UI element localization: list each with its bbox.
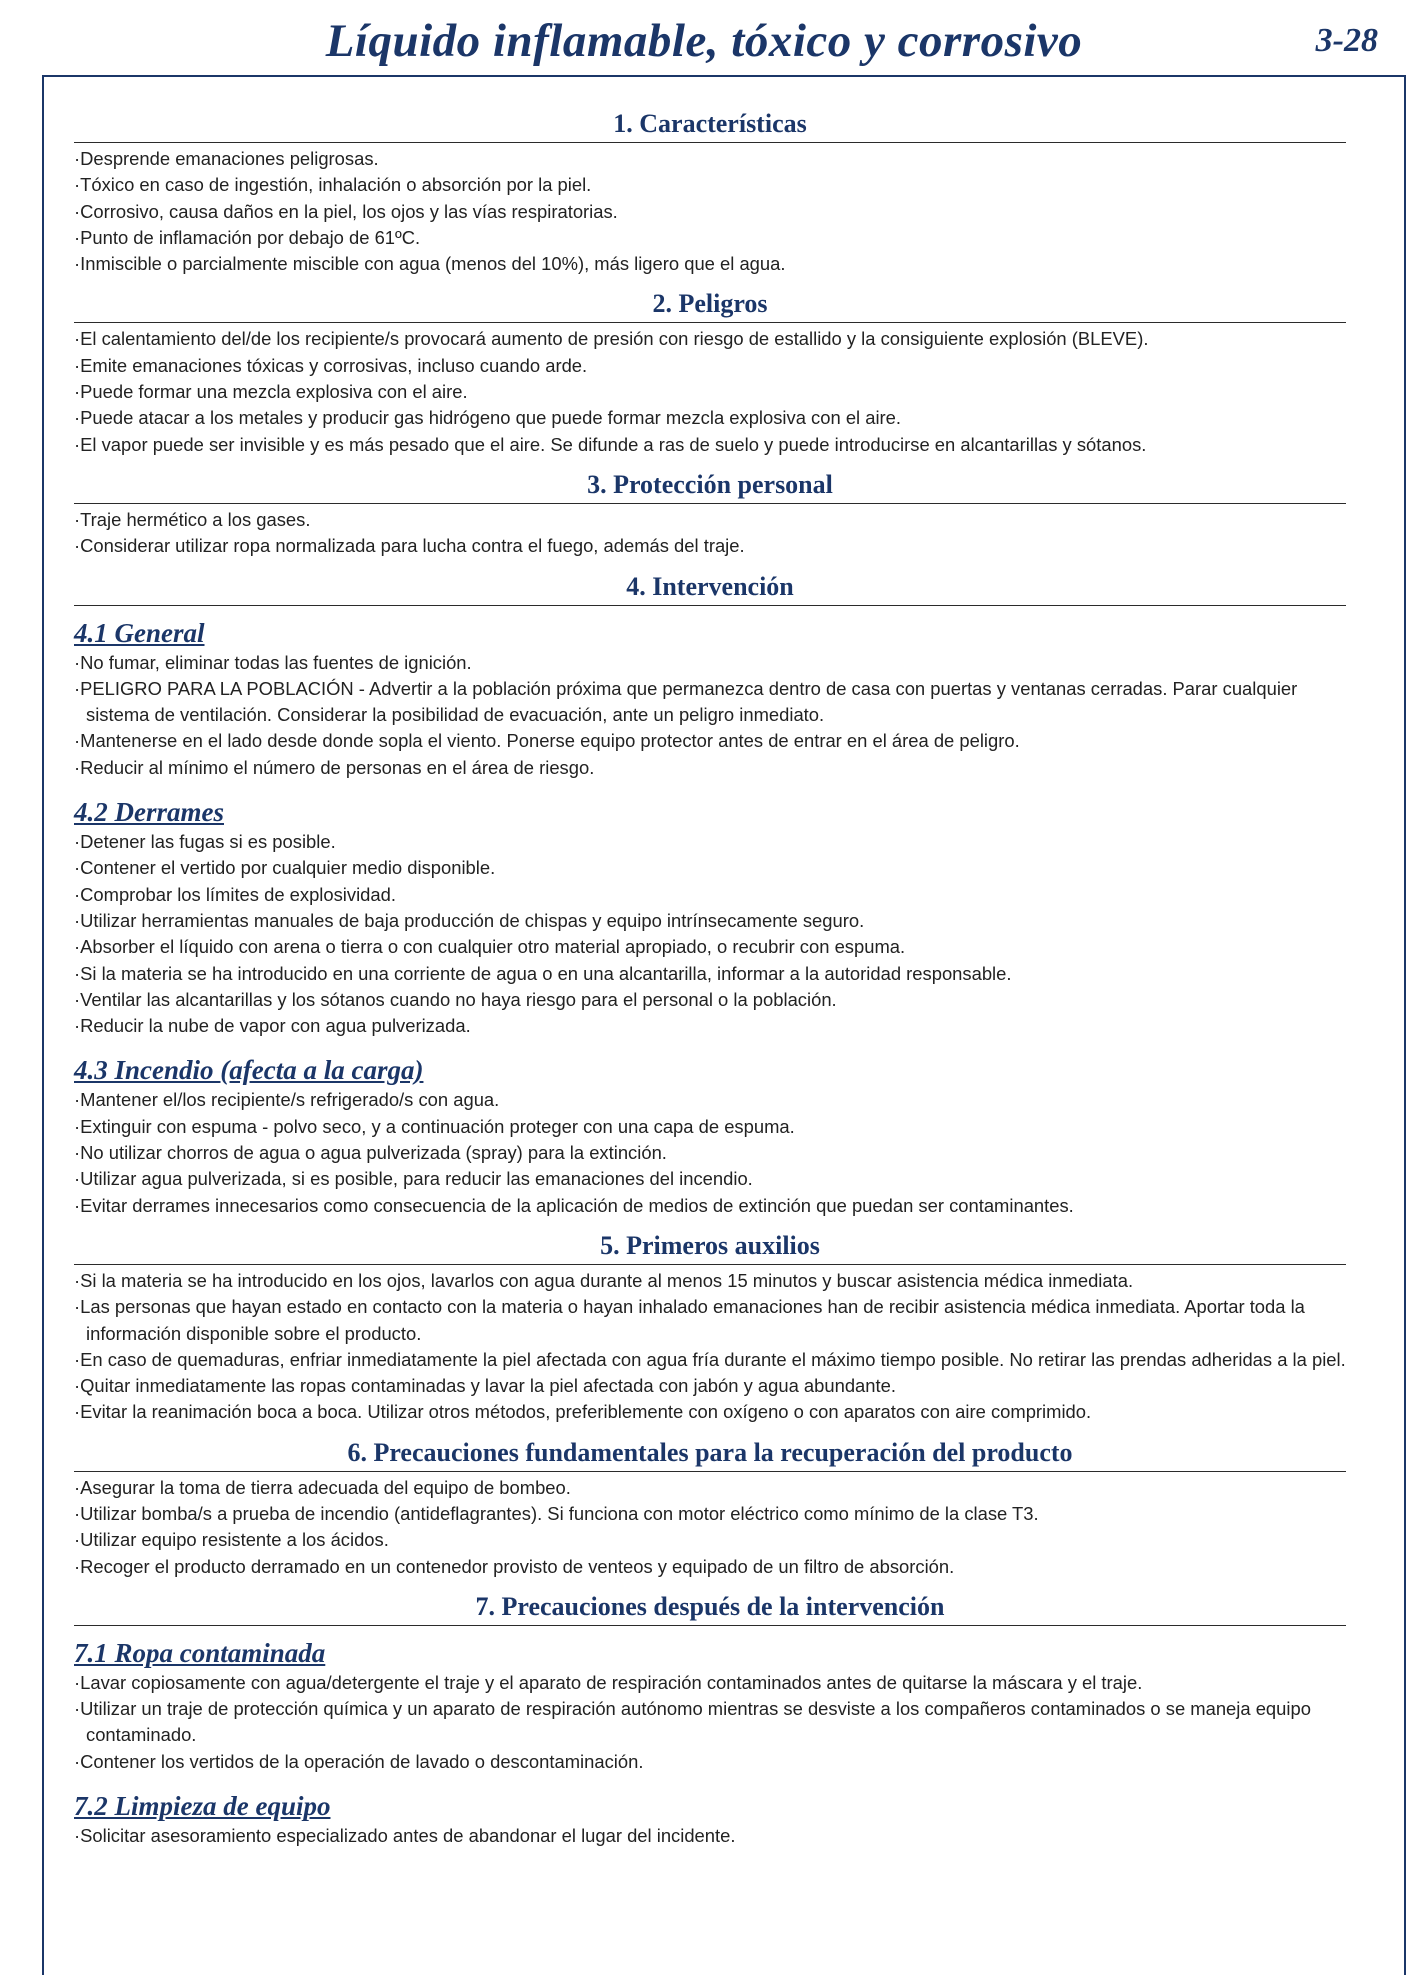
subsection-list-ropa-contaminada [74,1670,1346,1775]
section-title-proteccion-personal: 3. Protección personal [74,469,1346,504]
list-item: · Utilizar un traje de protección química y un aparato de respiración autónomo mientras se desviste a los compañeros contaminados o se maneja equipo contaminado. [74,1696,1346,1749]
subsection-title-derrames: 4.2 Derrames [74,797,224,828]
subsection-list-incendio [74,1087,1346,1218]
list-item: · No utilizar chorros de agua o agua pulverizada (spray) para la extinción. [74,1140,1346,1166]
subsection-title-ropa-contaminada: 7.1 Ropa contaminada [74,1637,326,1668]
list-item: · Si la materia se ha introducido en una corriente de agua o en una alcantarilla, informar a la autoridad responsable. [74,961,1346,987]
list-item: · Utilizar bomba/s a prueba de incendio (antideflagrantes). Si funciona con motor eléctrico como mínimo de la clase T3. [74,1501,1346,1527]
section-list-peligros [74,326,1346,457]
list-item: · PELIGRO PARA LA POBLACIÓN - Advertir a la población próxima que permanezca dentro de casa con puertas y ventanas cerradas. Parar cualquier sistema de ventilación. Considerar la posibilidad de evacuación, ante un peligro inmediato. [74,676,1346,729]
section-title-primeros-auxilios: 5. Primeros auxilios [74,1230,1346,1265]
page-number: 3-28 [1315,22,1378,59]
list-item: · El calentamiento del/de los recipiente/s provocará aumento de presión con riesgo de estallido y la consiguiente explosión (BLEVE). [74,326,1346,352]
list-item: · Contener los vertidos de la operación de lavado o descontaminación. [74,1749,1346,1775]
list-item: · Si la materia se ha introducido en los ojos, lavarlos con agua durante al menos 15 minutos y buscar asistencia médica inmediata. [74,1268,1346,1294]
list-item: · Ventilar las alcantarillas y los sótanos cuando no haya riesgo para el personal o la población. [74,987,1346,1013]
list-item: · Reducir al mínimo el número de personas en el área de riesgo. [74,755,1346,781]
subsection-title-incendio: 4.3 Incendio (afecta a la carga) [74,1055,424,1086]
section-list-primeros-auxilios [74,1268,1346,1426]
list-item: · No fumar, eliminar todas las fuentes de ignición. [74,650,1346,676]
list-item: · Utilizar agua pulverizada, si es posible, para reducir las emanaciones del incendio. [74,1166,1346,1192]
document-body [74,108,1346,1849]
list-item: · Inmiscible o parcialmente miscible con agua (menos del 10%), más ligero que el agua. [74,251,1346,277]
list-item: · Utilizar herramientas manuales de baja producción de chispas y equipo intrínsecamente seguro. [74,908,1346,934]
list-item: · Absorber el líquido con arena o tierra o con cualquier otro material apropiado, o recubrir con espuma. [74,934,1346,960]
list-item: · Corrosivo, causa daños en la piel, los ojos y las vías respiratorias. [74,199,1346,225]
list-item: · Comprobar los límites de explosividad. [74,882,1346,908]
subsection-title-limpieza-equipo: 7.2 Limpieza de equipo [74,1791,331,1822]
page-title: Líquido inflamable, tóxico y corrosivo [325,15,1083,67]
list-item: · Tóxico en caso de ingestión, inhalación o absorción por la piel. [74,172,1346,198]
list-item: · Recoger el producto derramado en un contenedor provisto de venteos y equipado de un filtro de absorción. [74,1554,1346,1580]
list-item: · Punto de inflamación por debajo de 61ºC. [74,225,1346,251]
list-item: · Las personas que hayan estado en contacto con la materia o hayan inhalado emanaciones han de recibir asistencia médica inmediata. Aportar toda la información disponible sobre el producto. [74,1294,1346,1347]
list-item: · Lavar copiosamente con agua/detergente el traje y el aparato de respiración contaminados antes de quitarse la máscara y el traje. [74,1670,1346,1696]
list-item: · Emite emanaciones tóxicas y corrosivas, incluso cuando arde. [74,353,1346,379]
list-item: · Mantenerse en el lado desde donde sopla el viento. Ponerse equipo protector antes de entrar en el área de peligro. [74,728,1346,754]
list-item: · En caso de quemaduras, enfriar inmediatamente la piel afectada con agua fría durante el máximo tiempo posible. No retirar las prendas adheridas a la piel. [74,1347,1346,1373]
list-item: · Detener las fugas si es posible. [74,829,1346,855]
list-item: · Evitar la reanimación boca a boca. Utilizar otros métodos, preferiblemente con oxígeno o con aparatos con aire comprimido. [74,1399,1346,1425]
subsection-list-derrames [74,829,1346,1039]
list-item: · Desprende emanaciones peligrosas. [74,146,1346,172]
list-item: · Contener el vertido por cualquier medio disponible. [74,855,1346,881]
list-item: · Solicitar asesoramiento especializado antes de abandonar el lugar del incidente. [74,1823,1346,1849]
list-item: · Puede formar una mezcla explosiva con el aire. [74,379,1346,405]
section-title-peligros: 2. Peligros [74,288,1346,323]
section-title-caracteristicas: 1. Características [74,108,1346,143]
section-list-caracteristicas [74,146,1346,277]
subsection-title-general: 4.1 General [74,617,205,648]
list-item: · Reducir la nube de vapor con agua pulverizada. [74,1013,1346,1039]
section-title-precauciones-despues: 7. Precauciones después de la intervención [74,1591,1346,1626]
list-item: · Quitar inmediatamente las ropas contaminadas y lavar la piel afectada con jabón y agua abundante. [74,1373,1346,1399]
subsection-list-general [74,650,1346,781]
list-item: · Extinguir con espuma - polvo seco, y a continuación proteger con una capa de espuma. [74,1114,1346,1140]
section-title-precauciones-recuperacion: 6. Precauciones fundamentales para la recuperación del producto [74,1437,1346,1472]
section-list-precauciones-recuperacion [74,1475,1346,1580]
section-list-proteccion-personal [74,507,1346,560]
list-item: · Traje hermético a los gases. [74,507,1346,533]
list-item: · Utilizar equipo resistente a los ácidos. [74,1527,1346,1553]
subsection-list-limpieza-equipo [74,1823,1346,1849]
list-item: · El vapor puede ser invisible y es más pesado que el aire. Se difunde a ras de suelo y puede introducirse en alcantarillas y sótanos. [74,432,1346,458]
section-title-intervencion: 4. Intervención [74,571,1346,606]
list-item: · Asegurar la toma de tierra adecuada del equipo de bombeo. [74,1475,1346,1501]
list-item: · Mantener el/los recipiente/s refrigerado/s con agua. [74,1087,1346,1113]
list-item: · Evitar derrames innecesarios como consecuencia de la aplicación de medios de extinción que puedan ser contaminantes. [74,1193,1346,1219]
list-item: · Puede atacar a los metales y producir gas hidrógeno que puede formar mezcla explosiva con el aire. [74,405,1346,431]
list-item: · Considerar utilizar ropa normalizada para lucha contra el fuego, además del traje. [74,533,1346,559]
